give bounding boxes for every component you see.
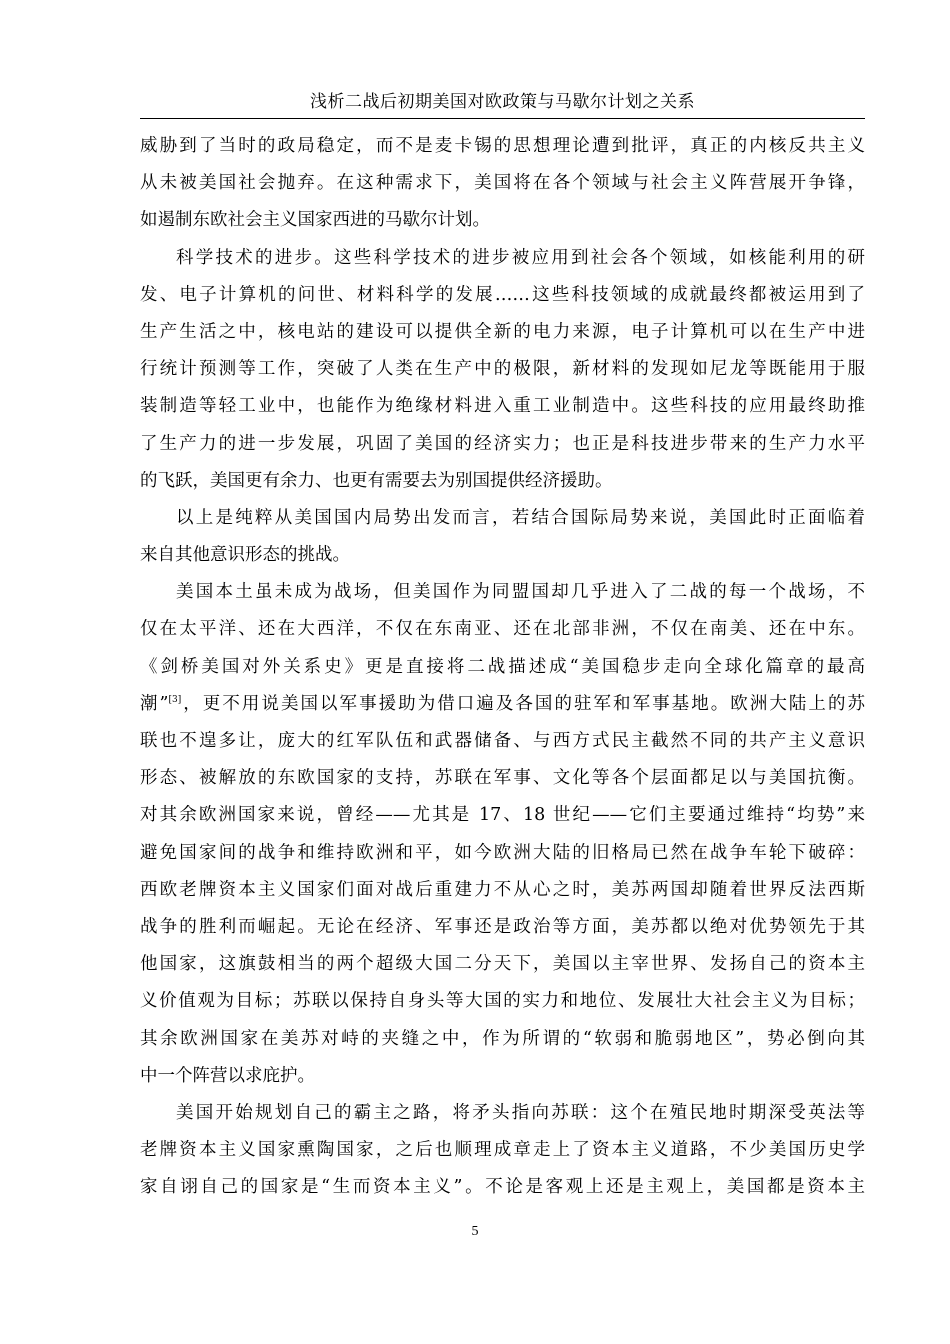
text-line: 发、电子计算机的问世、材料科学的发展……这些科技领域的成就最终都被运用到了: [140, 284, 865, 305]
text-line: 威胁到了当时的政局稳定，而不是麦卡锡的思想理论遭到批评，真正的内核反共主义: [140, 136, 865, 156]
text-line: 西欧老牌资本主义国家们面对战后重建力不从心之时，美苏两国却随着世界反法西斯: [140, 879, 865, 900]
text-line: 装制造等轻工业中，也能作为绝缘材料进入重工业制造中。这些科技的应用最终助推: [140, 396, 865, 417]
page-header: [140, 88, 865, 119]
text-line-with-citation: [140, 686, 865, 723]
text-line: 家自诩自己的国家是“生而资本主义”。不论是客观上还是主观上，美国都是资本主: [140, 1177, 865, 1198]
text-line: 来自其他意识形态的挑战。: [140, 545, 350, 566]
citation-mark: [3]: [168, 694, 182, 705]
text-line: 仅在太平洋、还在大西洋，不仅在东南亚、还在北部非洲，不仅在南美、还在中东。: [140, 619, 865, 640]
text-line: 生产生活之中，核电站的建设可以提供全新的电力来源，电子计算机可以在生产中进: [140, 321, 865, 342]
text-fragment: ，更不用说美国以军事援助为借口遍及各国的驻军和军事基地。欧洲大陆上的苏: [181, 693, 865, 714]
text-line: 从未被美国社会抛弃。在这种需求下，美国将在各个领域与社会主义阵营展开争锋，: [140, 173, 865, 194]
page-number: 5: [471, 1224, 479, 1239]
text-line: 科学技术的进步。这些科学技术的进步被应用到社会各个领域，如核能利用的研: [176, 247, 865, 268]
text-line: 《剑桥美国对外关系史》更是直接将二战描述成“美国稳步走向全球化篇章的最高: [140, 656, 865, 677]
text-line: 战争的胜利而崛起。无论在经济、军事还是政治等方面，美苏都以绝对优势领先于其: [140, 916, 865, 937]
text-line: 形态、被解放的东欧国家的支持，苏联在军事、文化等各个层面都足以与美国抗衡。: [140, 768, 865, 789]
body-text: [140, 128, 865, 1206]
text-line: 义价值观为目标；苏联以保持自身头等大国的实力和地位、发展壮大社会主义为目标；: [140, 991, 865, 1012]
text-line: 美国开始规划自己的霸主之路，将矛头指向苏联：这个在殖民地时期深受英法等: [176, 1102, 865, 1123]
text-line: 避免国家间的战争和维持欧洲和平，如今欧洲大陆的旧格局已然在战争车轮下破碎：: [140, 842, 865, 863]
text-line: 如遏制东欧社会主义国家西进的马歇尔计划。: [140, 210, 490, 231]
text-line: 对其余欧洲国家来说，曾经——尤其是 17、18 世纪——它们主要通过维持“均势”来: [140, 805, 865, 826]
text-line: 了生产力的进一步发展，巩固了美国的经济实力；也正是科技进步带来的生产力水平: [140, 433, 865, 454]
text-line: 老牌资本主义国家熏陶国家，之后也顺理成章走上了资本主义道路，不少美国历史学: [140, 1140, 865, 1161]
text-line: 以上是纯粹从美国国内局势出发而言，若结合国际局势来说，美国此时正面临着: [176, 507, 865, 528]
header-title: 浅析二战后初期美国对欧政策与马歇尔计划之关系: [310, 92, 695, 112]
text-line: 中一个阵营以求庇护。: [140, 1065, 315, 1086]
text-line: 其余欧洲国家在美苏对峙的夹缝之中，作为所谓的“软弱和脆弱地区”，势必倒向其: [140, 1028, 865, 1049]
text-line: 的飞跃，美国更有余力、也更有需要去为别国提供经济援助。: [140, 470, 613, 491]
text-line: 他国家，这旗鼓相当的两个超级大国二分天下，美国以主宰世界、发扬自己的资本主: [140, 954, 865, 975]
text-fragment: 潮”: [140, 693, 169, 714]
text-line: 联也不遑多让，庞大的红军队伍和武器储备、与西方式民主截然不同的共产主义意识: [140, 731, 865, 751]
text-line: 行统计预测等工作，突破了人类在生产中的极限，新材料的发现如尼龙等既能用于服: [140, 359, 865, 380]
text-line: 美国本土虽未成为战场，但美国作为同盟国却几乎进入了二战的每一个战场，不: [176, 582, 865, 603]
